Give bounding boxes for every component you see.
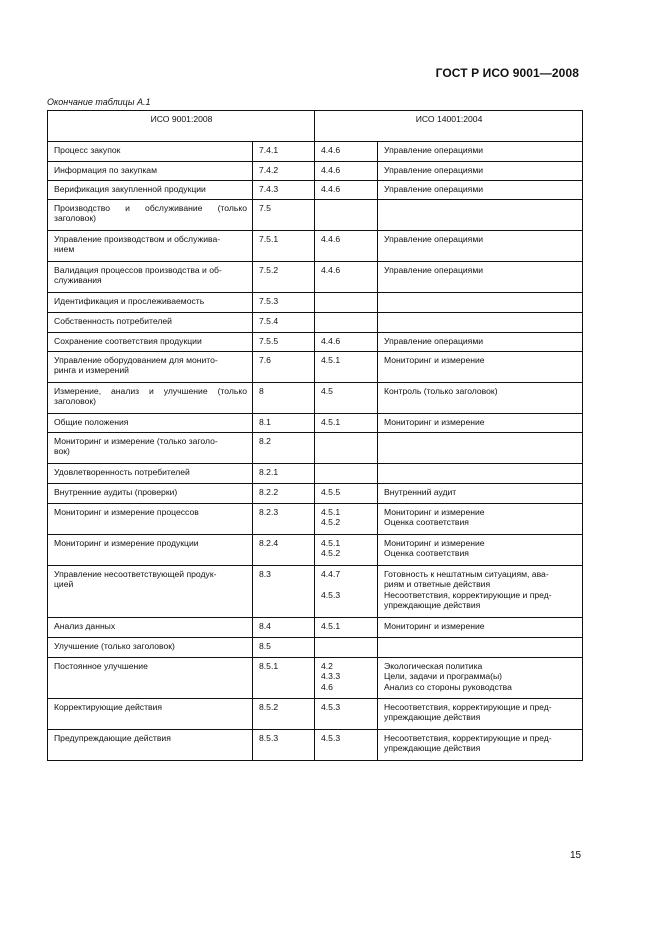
header-iso14001: ИСО 14001:2004	[315, 111, 583, 142]
table-row	[48, 484, 583, 504]
iso14001-requirement-cell: Контроль (только заголовок)	[378, 383, 583, 414]
iso9001-requirement-cell: Производство и обслуживание (только заголовок)	[48, 200, 253, 231]
iso9001-requirement-cell: Предупреждающие действия	[48, 730, 253, 761]
iso9001-clause-cell: 7.5	[253, 200, 315, 231]
table-row	[48, 333, 583, 352]
iso14001-requirement-cell: Мониторинг и измерение Оценка соответствия	[378, 504, 583, 535]
iso9001-clause-cell: 7.4.2	[253, 162, 315, 181]
iso14001-clause-cell: 4.4.6	[315, 142, 378, 162]
iso14001-requirement-cell: Несоответствия, корректирующие и пред- упреждающие действия	[378, 730, 583, 761]
iso9001-clause-cell: 7.5.4	[253, 313, 315, 333]
iso9001-clause-cell: 7.4.1	[253, 142, 315, 162]
iso14001-requirement-cell: Экологическая политика Цели, задачи и программа(ы) Анализ со стороны руководства	[378, 658, 583, 699]
table-row	[48, 464, 583, 484]
iso9001-requirement-cell: Информация по закупкам	[48, 162, 253, 181]
table-row	[48, 162, 583, 181]
table-row	[48, 658, 583, 699]
iso14001-clause-cell: 4.5.1	[315, 618, 378, 638]
iso9001-clause-cell: 7.5.2	[253, 262, 315, 293]
table-row	[48, 231, 583, 262]
table-caption: Окончание таблицы А.1	[47, 97, 151, 107]
iso9001-requirement-cell: Верификация закупленной продукции	[48, 181, 253, 200]
iso14001-clause-cell: 4.5.1	[315, 414, 378, 433]
iso9001-clause-cell: 8.4	[253, 618, 315, 638]
iso9001-requirement-cell: Сохранение соответствия продукции	[48, 333, 253, 352]
iso14001-clause-cell	[315, 313, 378, 333]
iso14001-clause-cell: 4.5.1	[315, 352, 378, 383]
iso9001-requirement-cell: Мониторинг и измерение (только заголо- вок)	[48, 433, 253, 464]
iso14001-requirement-cell: Мониторинг и измерение	[378, 414, 583, 433]
iso9001-clause-cell: 8.3	[253, 566, 315, 618]
iso9001-clause-cell: 8.5.3	[253, 730, 315, 761]
iso14001-requirement-cell: Несоответствия, корректирующие и пред- упреждающие действия	[378, 699, 583, 730]
table-row	[48, 504, 583, 535]
iso9001-requirement-cell: Управление оборудованием для монито- ринга и измерений	[48, 352, 253, 383]
table-row	[48, 699, 583, 730]
iso9001-clause-cell: 8	[253, 383, 315, 414]
iso14001-clause-cell	[315, 200, 378, 231]
iso9001-clause-cell: 7.5.5	[253, 333, 315, 352]
table-row	[48, 566, 583, 618]
iso14001-requirement-cell	[378, 313, 583, 333]
iso9001-clause-cell: 7.5.3	[253, 293, 315, 313]
document-header-title: ГОСТ Р ИСО 9001—2008	[435, 66, 579, 80]
iso14001-requirement-cell: Мониторинг и измерение	[378, 352, 583, 383]
iso9001-clause-cell: 8.5	[253, 638, 315, 658]
table-row	[48, 535, 583, 566]
page-number: 15	[570, 850, 582, 861]
iso9001-clause-cell: 7.5.1	[253, 231, 315, 262]
iso9001-requirement-cell: Мониторинг и измерение продукции	[48, 535, 253, 566]
header-iso9001: ИСО 9001:2008	[48, 111, 315, 142]
table-row	[48, 730, 583, 761]
iso9001-requirement-cell: Валидация процессов производства и об- служивания	[48, 262, 253, 293]
iso9001-clause-cell: 8.2.1	[253, 464, 315, 484]
table-row	[48, 638, 583, 658]
iso14001-clause-cell: 4.4.6	[315, 333, 378, 352]
iso14001-requirement-cell	[378, 293, 583, 313]
iso14001-requirement-cell	[378, 433, 583, 464]
iso9001-requirement-cell: Постоянное улучшение	[48, 658, 253, 699]
iso14001-requirement-cell: Управление операциями	[378, 181, 583, 200]
table-row	[48, 618, 583, 638]
iso14001-requirement-cell	[378, 200, 583, 231]
iso14001-requirement-cell: Управление операциями	[378, 333, 583, 352]
iso14001-requirement-cell: Управление операциями	[378, 162, 583, 181]
iso9001-clause-cell: 8.1	[253, 414, 315, 433]
iso14001-clause-cell: 4.5.1 4.5.2	[315, 504, 378, 535]
iso14001-requirement-cell	[378, 638, 583, 658]
iso14001-clause-cell: 4.5	[315, 383, 378, 414]
table-row	[48, 414, 583, 433]
iso9001-clause-cell: 8.5.1	[253, 658, 315, 699]
correspondence-table	[47, 110, 583, 761]
iso14001-clause-cell	[315, 433, 378, 464]
iso9001-requirement-cell: Анализ данных	[48, 618, 253, 638]
iso9001-clause-cell: 7.4.3	[253, 181, 315, 200]
iso9001-requirement-cell: Общие положения	[48, 414, 253, 433]
iso14001-requirement-cell	[378, 464, 583, 484]
iso14001-clause-cell	[315, 293, 378, 313]
iso9001-requirement-cell: Мониторинг и измерение процессов	[48, 504, 253, 535]
iso9001-clause-cell: 8.2	[253, 433, 315, 464]
iso14001-clause-cell: 4.5.1 4.5.2	[315, 535, 378, 566]
iso14001-clause-cell: 4.4.6	[315, 181, 378, 200]
iso14001-clause-cell	[315, 464, 378, 484]
iso9001-requirement-cell: Управление несоответствующей продук- цией	[48, 566, 253, 618]
table-row	[48, 383, 583, 414]
iso14001-clause-cell: 4.4.6	[315, 262, 378, 293]
iso14001-clause-cell: 4.5.3	[315, 699, 378, 730]
iso9001-requirement-cell: Измерение, анализ и улучшение (только заголовок)	[48, 383, 253, 414]
iso14001-clause-cell	[315, 638, 378, 658]
table-row	[48, 200, 583, 231]
iso9001-requirement-cell: Внутренние аудиты (проверки)	[48, 484, 253, 504]
table-row	[48, 262, 583, 293]
iso14001-requirement-cell: Внутренний аудит	[378, 484, 583, 504]
iso14001-clause-cell: 4.5.3	[315, 730, 378, 761]
table-row	[48, 352, 583, 383]
iso9001-requirement-cell: Процесс закупок	[48, 142, 253, 162]
iso9001-requirement-cell: Идентификация и прослеживаемость	[48, 293, 253, 313]
iso9001-requirement-cell: Управление производством и обслужива- нием	[48, 231, 253, 262]
table-row	[48, 142, 583, 162]
iso14001-requirement-cell: Мониторинг и измерение	[378, 618, 583, 638]
iso9001-requirement-cell: Корректирующие действия	[48, 699, 253, 730]
iso14001-clause-cell: 4.5.5	[315, 484, 378, 504]
table-row	[48, 433, 583, 464]
table-row	[48, 181, 583, 200]
iso14001-requirement-cell: Управление операциями	[378, 142, 583, 162]
iso9001-clause-cell: 8.5.2	[253, 699, 315, 730]
iso14001-requirement-cell: Мониторинг и измерение Оценка соответствия	[378, 535, 583, 566]
iso9001-clause-cell: 8.2.3	[253, 504, 315, 535]
table-row	[48, 293, 583, 313]
iso14001-clause-cell: 4.2 4.3.3 4.6	[315, 658, 378, 699]
iso9001-clause-cell: 7.6	[253, 352, 315, 383]
iso14001-clause-cell: 4.4.6	[315, 162, 378, 181]
iso9001-requirement-cell: Улучшение (только заголовок)	[48, 638, 253, 658]
iso9001-clause-cell: 8.2.4	[253, 535, 315, 566]
iso9001-requirement-cell: Удовлетворенность потребителей	[48, 464, 253, 484]
iso14001-requirement-cell: Управление операциями	[378, 262, 583, 293]
table-header-row	[48, 111, 583, 142]
iso14001-clause-cell: 4.4.7 4.5.3	[315, 566, 378, 618]
iso14001-clause-cell: 4.4.6	[315, 231, 378, 262]
iso9001-clause-cell: 8.2.2	[253, 484, 315, 504]
iso9001-requirement-cell: Собственность потребителей	[48, 313, 253, 333]
iso14001-requirement-cell: Управление операциями	[378, 231, 583, 262]
iso14001-requirement-cell: Готовность к нештатным ситуациям, ава- риям и ответные действия Несоответствия, корректирующие и пред- упреждающие действия	[378, 566, 583, 618]
table-row	[48, 313, 583, 333]
